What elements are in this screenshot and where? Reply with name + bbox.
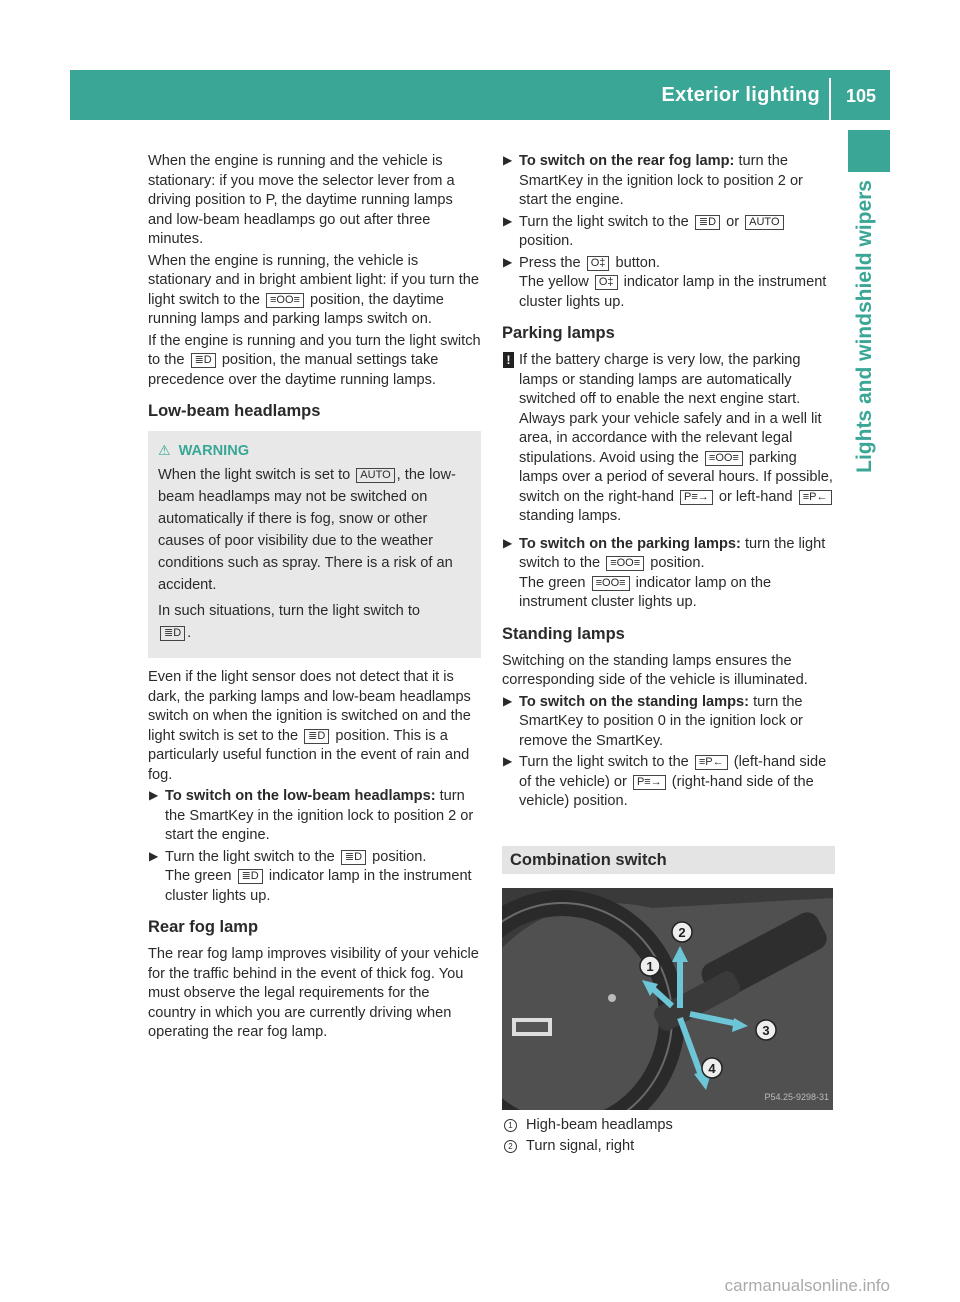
low-beam-icon: ≣D [695,215,720,230]
svg-text:2: 2 [678,924,686,940]
bullet-arrow-icon: ▶ [503,693,513,708]
svg-text:1: 1 [646,958,654,974]
heading-rear-fog: Rear fog lamp [148,918,259,936]
section-heading-combination-switch: Combination switch [502,846,835,874]
source-watermark: carmanualsonline.info [724,1276,890,1295]
warning-box [148,431,481,658]
instruction-step: ▶ Press the O‡ button. The yellow O‡ indicator lamp in the instrument cluster lights up. [503,254,827,310]
side-chapter-title: Lights and windshield wipers [853,180,876,473]
instruction-step: ▶ Turn the light switch to the ≡P← (left-hand side of the vehicle) or P≡→ (right-hand side of the vehicle) position. [503,754,827,809]
paragraph: The rear fog lamp improves visibility of your vehicle for the traffic behind in the event of thick fog. You must observe the legal requirements for the country in which you are currently driving when operating the rear fog lamp. [148,946,479,1040]
svg-text:4: 4 [708,1060,716,1076]
paragraph: When the engine is running and the vehicle is stationary: if you move the selector lever from a driving position to P, the daytime running lamps and low-beam headlamps go out after three minutes. [148,153,455,247]
rear-fog-icon: O‡ [595,275,618,290]
bullet-arrow-icon: ▶ [503,213,513,228]
warning-heading: ⚠ WARNING [158,439,471,462]
parking-lamp-icon: ≡OO≡ [606,556,644,571]
bullet-arrow-icon: ▶ [503,153,513,167]
standing-left-icon: ≡P← [695,755,728,770]
warning-text: When the light switch is set to AUTO , the low-beam headlamps may not be switched on automatically if there is fog, snow or other causes of poor visibility due to the weather conditions such as spray. There is a risk of an accident. [158,467,456,593]
paragraph: When the engine is running, the vehicle is stationary and in bright ambient light: if you turn the light switch to the ≡OO≡ position, the daytime running lamps and parking lamps switch on. [148,252,479,327]
parking-lamp-icon: ≡OO≡ [266,293,304,308]
header-divider [829,78,831,120]
bullet-arrow-icon: ▶ [503,254,513,269]
instruction-step: ▶ To switch on the rear fog lamp: turn the SmartKey in the ignition lock to position 2 or start the engine. [503,153,803,208]
auto-icon: AUTO [356,468,394,483]
paragraph: Switching on the standing lamps ensures the corresponding side of the vehicle is illuminated. [502,652,808,688]
left-column [148,152,481,1045]
heading-parking: Parking lamps [502,324,615,342]
standing-right-icon: P≡→ [633,775,666,790]
rear-fog-icon: O‡ [587,256,610,271]
bullet-arrow-icon: ▶ [503,754,513,768]
figure-id: P54.25-9298-31 [764,1092,829,1102]
warning-triangle-icon: ⚠ [158,442,171,458]
paragraph: If the engine is running and you turn the light switch to the ≣D position, the manual settings take precedence over the daytime running lamps. [148,332,481,388]
bullet-arrow-icon: ▶ [149,848,159,863]
low-beam-icon: ≣D [304,729,329,744]
svg-text:3: 3 [762,1022,770,1038]
chapter-title: Exterior lighting [661,84,820,106]
notice-block: ! If the battery charge is very low, the parking lamps or standing lamps are automatically switched off to enable the next engine start. Always park your vehicle safely and in a well lit area, in accordance with the relevant legal stipulations. Avoid using the ≡OO≡ parking lamps over a period of several hours. If possible, switch on the right-hand P≡→ or left-hand ≡P← standing lamps. [502,351,835,527]
instruction-step: ▶ Turn the light switch to the ≣D position. The green ≣D indicator lamp in the instrument cluster lights up. [149,848,472,904]
page-header [70,70,890,120]
right-column [502,152,835,1159]
low-beam-icon: ≣D [341,850,366,865]
heading-standing: Standing lamps [502,624,625,643]
combination-switch-illustration [502,888,833,1110]
low-beam-icon: ≣D [238,869,263,884]
side-tab [848,130,890,172]
page-number: 105 [845,86,877,106]
instruction-step: ▶ To switch on the standing lamps: turn the SmartKey to position 0 in the ignition lock or remove the SmartKey. [503,693,803,749]
bullet-arrow-icon: ▶ [503,535,513,550]
heading-low-beam: Low-beam headlamps [148,402,321,420]
low-beam-icon: ≣D [191,353,216,368]
paragraph: Even if the light sensor does not detect that it is dark, the parking lamps and low-beam headlamps switch on when the ignition is switched on and the light switch is set to the ≣D position. This is a particularly useful function in the event of rain and fog. [148,669,471,783]
standing-right-icon: P≡→ [680,490,713,505]
auto-icon: AUTO [745,215,783,230]
low-beam-icon: ≣D [160,626,185,641]
figure-legend [502,1116,835,1157]
legend-item: 2 Turn signal, right [502,1137,835,1157]
exclamation-icon: ! [503,352,514,368]
bullet-arrow-icon: ▶ [149,788,159,802]
warning-text: In such situations, turn the light switch to ≣D . [158,603,421,641]
instruction-step: ▶ To switch on the low-beam headlamps: turn the SmartKey in the ignition lock to position 2 or start the engine. [149,788,474,843]
standing-left-icon: ≡P← [799,490,832,505]
parking-lamp-icon: ≡OO≡ [705,451,743,466]
legend-item: 1 High-beam headlamps [502,1116,835,1136]
instruction-step: ▶ Turn the light switch to the ≣D or AUTO position. [502,213,835,252]
instruction-step: ▶ To switch on the parking lamps: turn the light switch to the ≡OO≡ position. The green ≡OO≡ indicator lamp on the instrument cluster lights up. [503,535,826,610]
parking-lamp-icon: ≡OO≡ [592,576,630,591]
combination-switch-figure [502,888,833,1110]
